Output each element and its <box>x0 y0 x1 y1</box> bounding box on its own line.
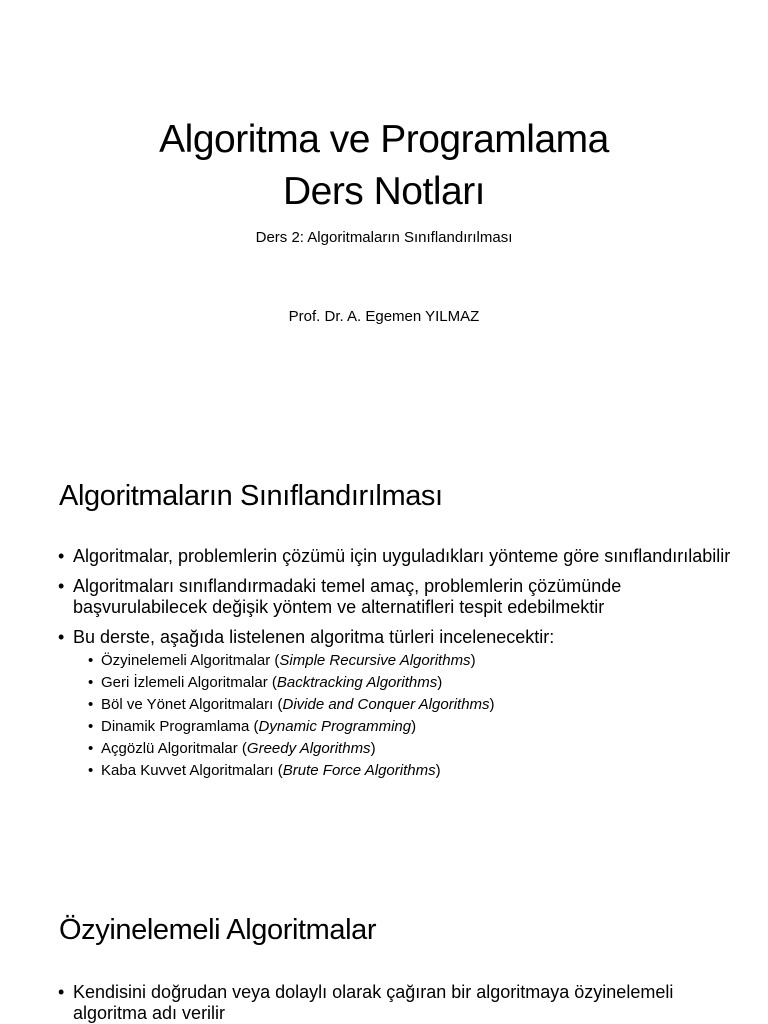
author-name: Prof. Dr. A. Egemen YILMAZ <box>288 308 480 325</box>
recursive-slide <box>0 864 768 1024</box>
bullet-item <box>58 982 738 1024</box>
sub-bullet-item <box>88 738 738 760</box>
algorithm-name-tr: Böl ve Yönet Algoritmaları ( <box>101 696 283 713</box>
algorithm-name-en: Simple Recursive Algorithms <box>279 652 471 669</box>
algorithm-name-en: Divide and Conquer Algorithms <box>282 696 490 713</box>
page-title <box>0 114 768 218</box>
sub-bullet-item <box>88 672 738 694</box>
bullet-item <box>58 627 738 782</box>
title-slide <box>0 0 768 432</box>
sub-bullet-item <box>88 694 738 716</box>
bullet-dot-icon: • <box>88 652 94 669</box>
algorithm-name-en: Dynamic Programming <box>258 718 412 735</box>
bullet-dot-icon: • <box>58 982 65 1002</box>
paren-close: ) <box>435 762 441 779</box>
bullet-dot-icon: • <box>88 718 94 735</box>
bullet-dot-icon: • <box>88 762 94 779</box>
slide-heading: Algoritmaların Sınıflandırılması <box>59 480 443 512</box>
sub-bullet-list <box>73 650 738 782</box>
slide-heading: Özyinelemeli Algoritmalar <box>59 914 377 946</box>
paren-close: ) <box>470 652 476 669</box>
sub-bullet-item <box>88 760 738 782</box>
bullet-dot-icon: • <box>58 546 65 566</box>
bullet-text: Algoritmaları sınıflandırmadaki temel amaç, problemlerin çözümünde başvurulabilecek değişik yöntem ve alternatifleri tespit edebilmektir <box>73 576 622 617</box>
bullet-item <box>58 546 738 567</box>
bullet-dot-icon: • <box>88 674 94 691</box>
paren-close: ) <box>437 674 443 691</box>
title-line-2: Ders Notları <box>282 170 486 213</box>
sub-bullet-item <box>88 716 738 738</box>
paren-close: ) <box>370 740 376 757</box>
bullet-text: Bu derste, aşağıda listelenen algoritma türleri incelenecektir: <box>73 627 555 647</box>
algorithm-name-tr: Özyinelemeli Algoritmalar ( <box>101 652 280 669</box>
bullet-dot-icon: • <box>58 627 65 647</box>
algorithm-name-tr: Kaba Kuvvet Algoritmaları ( <box>101 762 283 779</box>
algorithm-name-tr: Açgözlü Algoritmalar ( <box>101 740 247 757</box>
algorithm-name-en: Backtracking Algorithms <box>276 674 438 691</box>
bullet-text: Kendisini doğrudan veya dolaylı olarak çağıran bir algoritmaya özyinelemeli algoritma adı verilir <box>73 982 674 1023</box>
bullet-dot-icon: • <box>58 576 65 596</box>
bullet-list <box>58 546 738 791</box>
bullet-dot-icon: • <box>88 740 94 757</box>
algorithm-name-tr: Geri İzlemeli Algoritmalar ( <box>101 674 277 691</box>
algorithm-name-en: Greedy Algorithms <box>246 740 371 757</box>
bullet-item <box>58 576 738 618</box>
bullet-dot-icon: • <box>88 696 94 713</box>
bullet-list <box>58 982 738 1024</box>
sub-bullet-item <box>88 650 738 672</box>
paren-close: ) <box>489 696 495 713</box>
lecture-subtitle: Ders 2: Algoritmaların Sınıflandırılması <box>255 229 513 246</box>
algorithm-name-en: Brute Force Algorithms <box>282 762 436 779</box>
bullet-text: Algoritmalar, problemlerin çözümü için uyguladıkları yönteme göre sınıflandırılabilir <box>73 546 731 566</box>
algorithm-name-tr: Dinamik Programlama ( <box>101 718 259 735</box>
classification-slide <box>0 432 768 864</box>
paren-close: ) <box>411 718 417 735</box>
title-line-1: Algoritma ve Programlama <box>159 118 609 161</box>
